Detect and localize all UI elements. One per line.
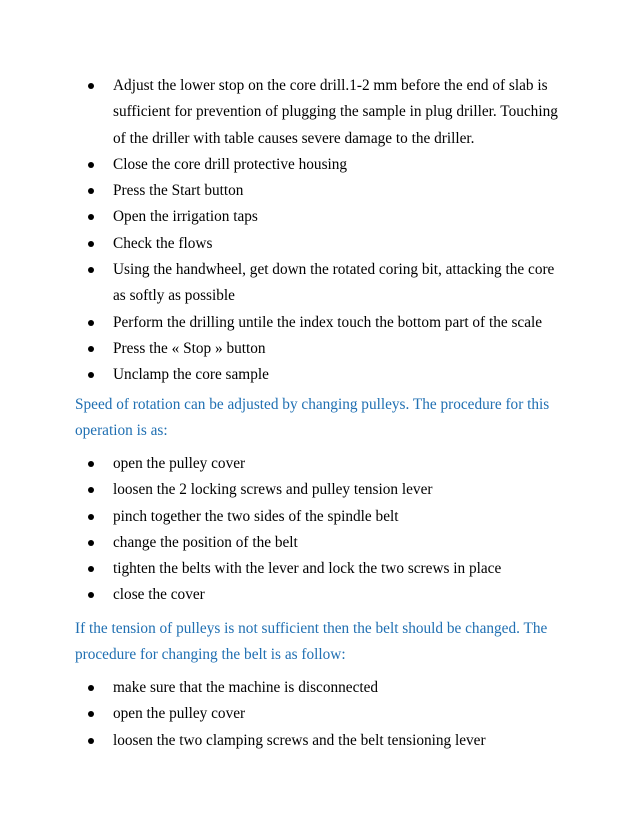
- list-item-text: Perform the drilling untile the index touch the bottom part of the scale: [113, 313, 543, 331]
- list-item-text: Press the Start button: [113, 182, 244, 200]
- section-paragraph-belt-change: If the tension of pulleys is not sufficient then the belt should be changed. The procedure for changing the belt is as follow:: [75, 620, 548, 663]
- bullet-icon: [88, 738, 94, 744]
- list-item-text: loosen the two clamping screws and the belt tensioning lever: [113, 731, 486, 749]
- list-item: [0, 530, 638, 556]
- procedure-list-pulley-change: [0, 451, 638, 609]
- procedure-list-core-drilling: [0, 73, 638, 389]
- list-item-text: close the cover: [113, 586, 205, 604]
- bullet-icon: [88, 711, 94, 717]
- bullet-icon: [88, 162, 94, 168]
- list-item-text: pinch together the two sides of the spindle belt: [113, 507, 399, 525]
- list-item: [0, 231, 638, 257]
- list-item: [0, 310, 638, 336]
- list-item-text: Using the handwheel, get down the rotated coring bit, attacking the core as softly as possible: [113, 261, 555, 305]
- bullet-icon: [88, 566, 94, 572]
- bullet-icon: [88, 461, 94, 467]
- list-item: [0, 257, 638, 310]
- list-item: [0, 204, 638, 230]
- list-item-text: Close the core drill protective housing: [113, 155, 348, 173]
- list-item-text: Adjust the lower stop on the core drill.1-2 mm before the end of slab is sufficient for prevention of plugging the sample in plug driller. Touching of the driller with table causes severe damage to the driller.: [113, 77, 558, 147]
- list-item: [0, 362, 638, 388]
- bullet-icon: [88, 514, 94, 520]
- bullet-icon: [88, 487, 94, 493]
- list-item: [0, 73, 638, 152]
- list-item-text: open the pulley cover: [113, 705, 246, 723]
- list-item: [0, 451, 638, 477]
- list-item-text: Open the irrigation taps: [113, 208, 258, 226]
- list-item: [0, 336, 638, 362]
- bullet-icon: [88, 83, 94, 89]
- bullet-icon: [88, 346, 94, 352]
- list-item: [0, 178, 638, 204]
- list-item: [0, 556, 638, 582]
- bullet-icon: [88, 372, 94, 378]
- list-item: [0, 477, 638, 503]
- bullet-icon: [88, 592, 94, 598]
- list-item-text: Check the flows: [113, 234, 213, 252]
- list-item: [0, 728, 638, 754]
- list-item: [0, 701, 638, 727]
- bullet-icon: [88, 685, 94, 691]
- list-item-text: loosen the 2 locking screws and pulley tension lever: [113, 481, 433, 499]
- procedure-list-belt-change: [0, 675, 638, 754]
- list-item: [0, 504, 638, 530]
- bullet-icon: [88, 188, 94, 194]
- bullet-icon: [88, 241, 94, 247]
- list-item: [0, 675, 638, 701]
- list-item: [0, 582, 638, 608]
- bullet-icon: [88, 267, 94, 273]
- list-item-text: open the pulley cover: [113, 455, 246, 472]
- list-item-text: change the position of the belt: [113, 533, 298, 551]
- list-item-text: Unclamp the core sample: [113, 366, 269, 384]
- list-item-text: make sure that the machine is disconnected: [113, 679, 379, 696]
- section-paragraph-pulley-speed: Speed of rotation can be adjusted by changing pulleys. The procedure for this operation is as:: [75, 396, 550, 439]
- bullet-icon: [88, 540, 94, 546]
- bullet-icon: [88, 320, 94, 326]
- list-item: [0, 152, 638, 178]
- bullet-icon: [88, 214, 94, 220]
- list-item-text: tighten the belts with the lever and lock the two screws in place: [113, 560, 502, 578]
- list-item-text: Press the « Stop » button: [113, 339, 266, 357]
